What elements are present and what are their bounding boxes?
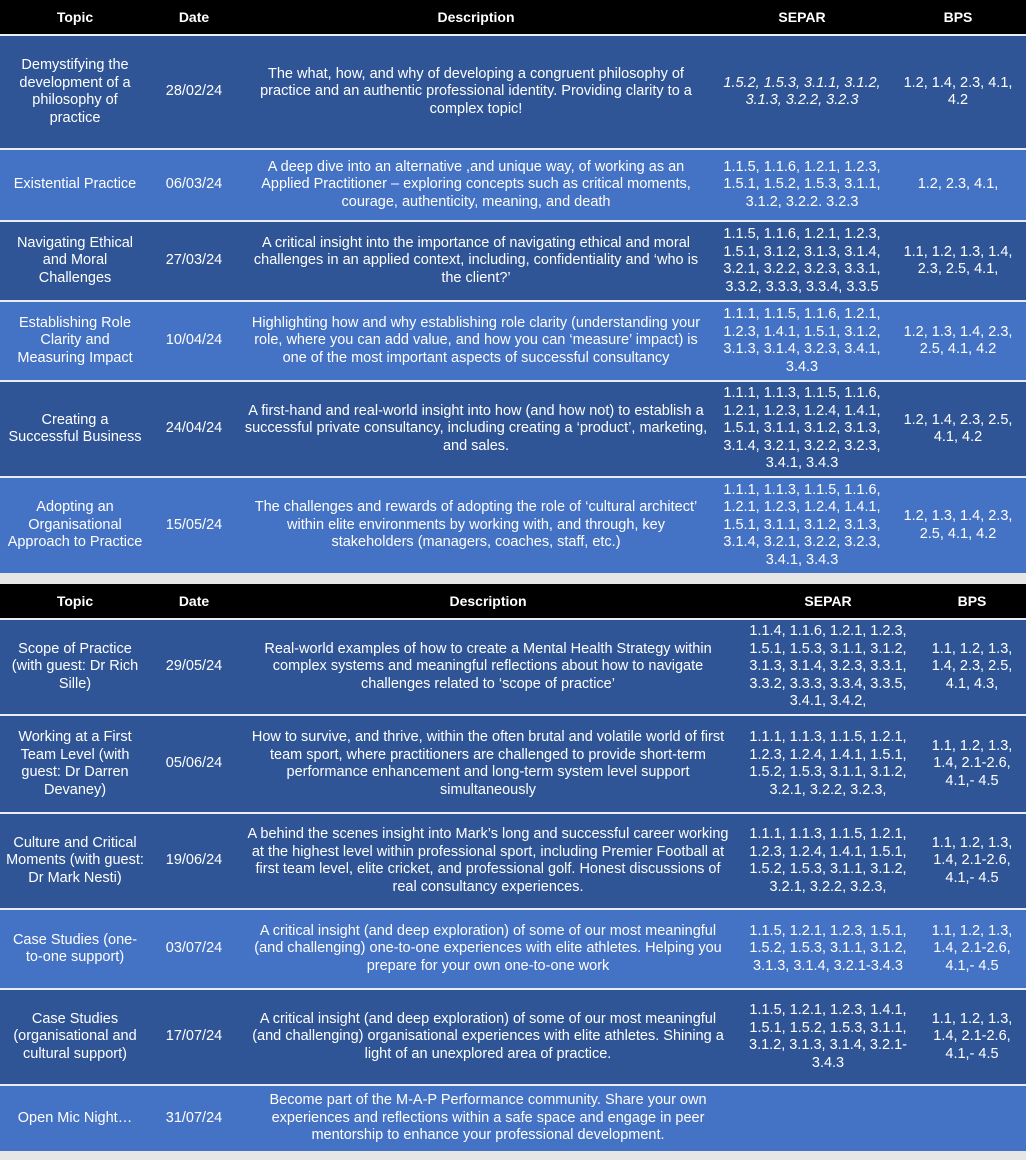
- bps-cell: 1.1, 1.2, 1.3, 1.4, 2.3, 2.5, 4.1,: [890, 221, 1026, 301]
- table-row: [0, 989, 1026, 1085]
- header-bps: BPS: [918, 584, 1026, 619]
- date-cell: 17/07/24: [150, 989, 238, 1085]
- table-row: [0, 477, 1026, 573]
- bps-cell: 1.1, 1.2, 1.3, 1.4, 2.3, 2.5, 4.1, 4.3,: [918, 619, 1026, 715]
- date-cell: 06/03/24: [150, 149, 238, 221]
- table-row: [0, 149, 1026, 221]
- bps-cell: 1.1, 1.2, 1.3, 1.4, 2.1-2.6, 4.1,- 4.5: [918, 909, 1026, 989]
- separ-cell: [738, 1085, 918, 1151]
- topic-cell: Creating a Successful Business: [0, 381, 150, 477]
- separ-cell: 1.1.5, 1.2.1, 1.2.3, 1.5.1, 1.5.2, 1.5.3, 3.1.1, 3.1.2, 3.1.3, 3.1.4, 3.2.1-3.4.3: [738, 909, 918, 989]
- description-cell: The what, how, and why of developing a congruent philosophy of practice and an authentic professional identity. Providing clarity to a complex topic!: [238, 35, 714, 149]
- date-cell: 29/05/24: [150, 619, 238, 715]
- topic-cell: Scope of Practice (with guest: Dr Rich Sille): [0, 619, 150, 715]
- separ-cell: 1.1.5, 1.2.1, 1.2.3, 1.4.1, 1.5.1, 1.5.2, 1.5.3, 3.1.1, 3.1.2, 3.1.3, 3.1.4, 3.2.1- 3.4.3: [738, 989, 918, 1085]
- date-cell: 05/06/24: [150, 715, 238, 813]
- date-cell: 10/04/24: [150, 301, 238, 381]
- separ-cell: 1.1.1, 1.1.3, 1.1.5, 1.2.1, 1.2.3, 1.2.4, 1.4.1, 1.5.1, 1.5.2, 1.5.3, 3.1.1, 3.1.2, 3.2.1, 3.2.2, 3.2.3,: [738, 813, 918, 909]
- bps-cell: 1.1, 1.2, 1.3, 1.4, 2.1-2.6, 4.1,- 4.5: [918, 989, 1026, 1085]
- description-cell: Highlighting how and why establishing role clarity (understanding your role, where you can add value, and how you can ‘measure’ impact) is one of the most important aspects of successful consultancy: [238, 301, 714, 381]
- date-cell: 03/07/24: [150, 909, 238, 989]
- separ-cell: 1.5.2, 1.5.3, 3.1.1, 3.1.2, 3.1.3, 3.2.2, 3.2.3: [714, 35, 890, 149]
- description-cell: The challenges and rewards of adopting the role of ‘cultural architect’ within elite environments by working with, and through, key stakeholders (managers, coaches, staff, etc.): [238, 477, 714, 573]
- schedule-table-2: [0, 584, 1026, 1151]
- bps-cell: [918, 1085, 1026, 1151]
- separ-cell: 1.1.5, 1.1.6, 1.2.1, 1.2.3, 1.5.1, 1.5.2, 1.5.3, 3.1.1, 3.1.2, 3.2.2. 3.2.3: [714, 149, 890, 221]
- date-cell: 19/06/24: [150, 813, 238, 909]
- table-row: [0, 1085, 1026, 1151]
- table-row: [0, 381, 1026, 477]
- header-description: Description: [238, 0, 714, 35]
- header-bps: BPS: [890, 0, 1026, 35]
- header-date: Date: [150, 0, 238, 35]
- bps-cell: 1.1, 1.2, 1.3, 1.4, 2.1-2.6, 4.1,- 4.5: [918, 715, 1026, 813]
- table-row: [0, 301, 1026, 381]
- separ-cell: 1.1.1, 1.1.3, 1.1.5, 1.2.1, 1.2.3, 1.2.4, 1.4.1, 1.5.1, 1.5.2, 1.5.3, 3.1.1, 3.1.2, 3.2.1, 3.2.2, 3.2.3,: [738, 715, 918, 813]
- date-cell: 31/07/24: [150, 1085, 238, 1151]
- header-description: Description: [238, 584, 738, 619]
- bps-cell: 1.2, 1.4, 2.3, 2.5, 4.1, 4.2: [890, 381, 1026, 477]
- table-row: [0, 909, 1026, 989]
- table-row: [0, 35, 1026, 149]
- date-cell: 28/02/24: [150, 35, 238, 149]
- description-cell: Become part of the M-A-P Performance community. Share your own experiences and reflections within a safe space and engage in peer mentorship to enhance your professional development.: [238, 1085, 738, 1151]
- topic-cell: Establishing Role Clarity and Measuring Impact: [0, 301, 150, 381]
- bps-cell: 1.2, 1.3, 1.4, 2.3, 2.5, 4.1, 4.2: [890, 477, 1026, 573]
- separ-cell: 1.1.4, 1.1.6, 1.2.1, 1.2.3, 1.5.1, 1.5.3, 3.1.1, 3.1.2, 3.1.3, 3.1.4, 3.2.3, 3.3.1, 3.3.2, 3.3.3, 3.3.4, 3.3.5, 3.4.1, 3.4.2,: [738, 619, 918, 715]
- topic-cell: Navigating Ethical and Moral Challenges: [0, 221, 150, 301]
- header-topic: Topic: [0, 584, 150, 619]
- date-cell: 24/04/24: [150, 381, 238, 477]
- bps-cell: 1.2, 1.4, 2.3, 4.1, 4.2: [890, 35, 1026, 149]
- header-row: [0, 0, 1026, 35]
- schedule-table-1: [0, 0, 1026, 573]
- description-cell: A first-hand and real-world insight into how (and how not) to establish a successful private consultancy, including creating a ‘product’, marketing, and sales.: [238, 381, 714, 477]
- table-row: [0, 813, 1026, 909]
- separ-cell: 1.1.1, 1.1.5, 1.1.6, 1.2.1, 1.2.3, 1.4.1, 1.5.1, 3.1.2, 3.1.3, 3.1.4, 3.2.3, 3.4.1, 3.4.3: [714, 301, 890, 381]
- bps-cell: 1.2, 1.3, 1.4, 2.3, 2.5, 4.1, 4.2: [890, 301, 1026, 381]
- table-row: [0, 715, 1026, 813]
- date-cell: 15/05/24: [150, 477, 238, 573]
- separ-cell: 1.1.1, 1.1.3, 1.1.5, 1.1.6, 1.2.1, 1.2.3, 1.2.4, 1.4.1, 1.5.1, 3.1.1, 3.1.2, 3.1.3, 3.1.4, 3.2.1, 3.2.2, 3.2.3, 3.4.1, 3.4.3: [714, 477, 890, 573]
- description-cell: A behind the scenes insight into Mark’s long and successful career working at the highest level within professional sport, including Premier Football at first team level, elite cricket, and professional golf. Honest discussions of real consultancy experiences.: [238, 813, 738, 909]
- topic-cell: Case Studies (one-to-one support): [0, 909, 150, 989]
- description-cell: A deep dive into an alternative ,and unique way, of working as an Applied Practitioner – exploring concepts such as critical moments, courage, authenticity, meaning, and death: [238, 149, 714, 221]
- description-cell: A critical insight (and deep exploration) of some of our most meaningful (and challenging) one-to-one experiences with elite athletes. Helping you prepare for your own one-to-one work: [238, 909, 738, 989]
- header-row: [0, 584, 1026, 619]
- topic-cell: Existential Practice: [0, 149, 150, 221]
- description-cell: How to survive, and thrive, within the often brutal and volatile world of first team sport, where practitioners are challenged to provide short-term performance enhancement and long-term system level support simultaneously: [238, 715, 738, 813]
- topic-cell: Open Mic Night…: [0, 1085, 150, 1151]
- header-separ: SEPAR: [738, 584, 918, 619]
- date-cell: 27/03/24: [150, 221, 238, 301]
- description-cell: A critical insight (and deep exploration) of some of our most meaningful (and challenging) organisational experiences with elite athletes. Shining a light of an unexplored area of practice.: [238, 989, 738, 1085]
- description-cell: A critical insight into the importance of navigating ethical and moral challenges in an applied context, including, confidentiality and ‘who is the client?’: [238, 221, 714, 301]
- description-cell: Real-world examples of how to create a Mental Health Strategy within complex systems and meaningful reflections about how to navigate challenges related to ‘scope of practice’: [238, 619, 738, 715]
- table-row: [0, 221, 1026, 301]
- topic-cell: Adopting an Organisational Approach to Practice: [0, 477, 150, 573]
- separ-cell: 1.1.5, 1.1.6, 1.2.1, 1.2.3, 1.5.1, 3.1.2, 3.1.3, 3.1.4, 3.2.1, 3.2.2, 3.2.3, 3.3.1, 3.3.2, 3.3.3, 3.3.4, 3.3.5: [714, 221, 890, 301]
- topic-cell: Culture and Critical Moments (with guest: Dr Mark Nesti): [0, 813, 150, 909]
- topic-cell: Demystifying the development of a philosophy of practice: [0, 35, 150, 149]
- header-separ: SEPAR: [714, 0, 890, 35]
- header-date: Date: [150, 584, 238, 619]
- topic-cell: Case Studies (organisational and cultural support): [0, 989, 150, 1085]
- bps-cell: 1.1, 1.2, 1.3, 1.4, 2.1-2.6, 4.1,- 4.5: [918, 813, 1026, 909]
- header-topic: Topic: [0, 0, 150, 35]
- table-row: [0, 619, 1026, 715]
- bps-cell: 1.2, 2.3, 4.1,: [890, 149, 1026, 221]
- separ-cell: 1.1.1, 1.1.3, 1.1.5, 1.1.6, 1.2.1, 1.2.3, 1.2.4, 1.4.1, 1.5.1, 3.1.1, 3.1.2, 3.1.3, 3.1.4, 3.2.1, 3.2.2, 3.2.3, 3.4.1, 3.4.3: [714, 381, 890, 477]
- topic-cell: Working at a First Team Level (with guest: Dr Darren Devaney): [0, 715, 150, 813]
